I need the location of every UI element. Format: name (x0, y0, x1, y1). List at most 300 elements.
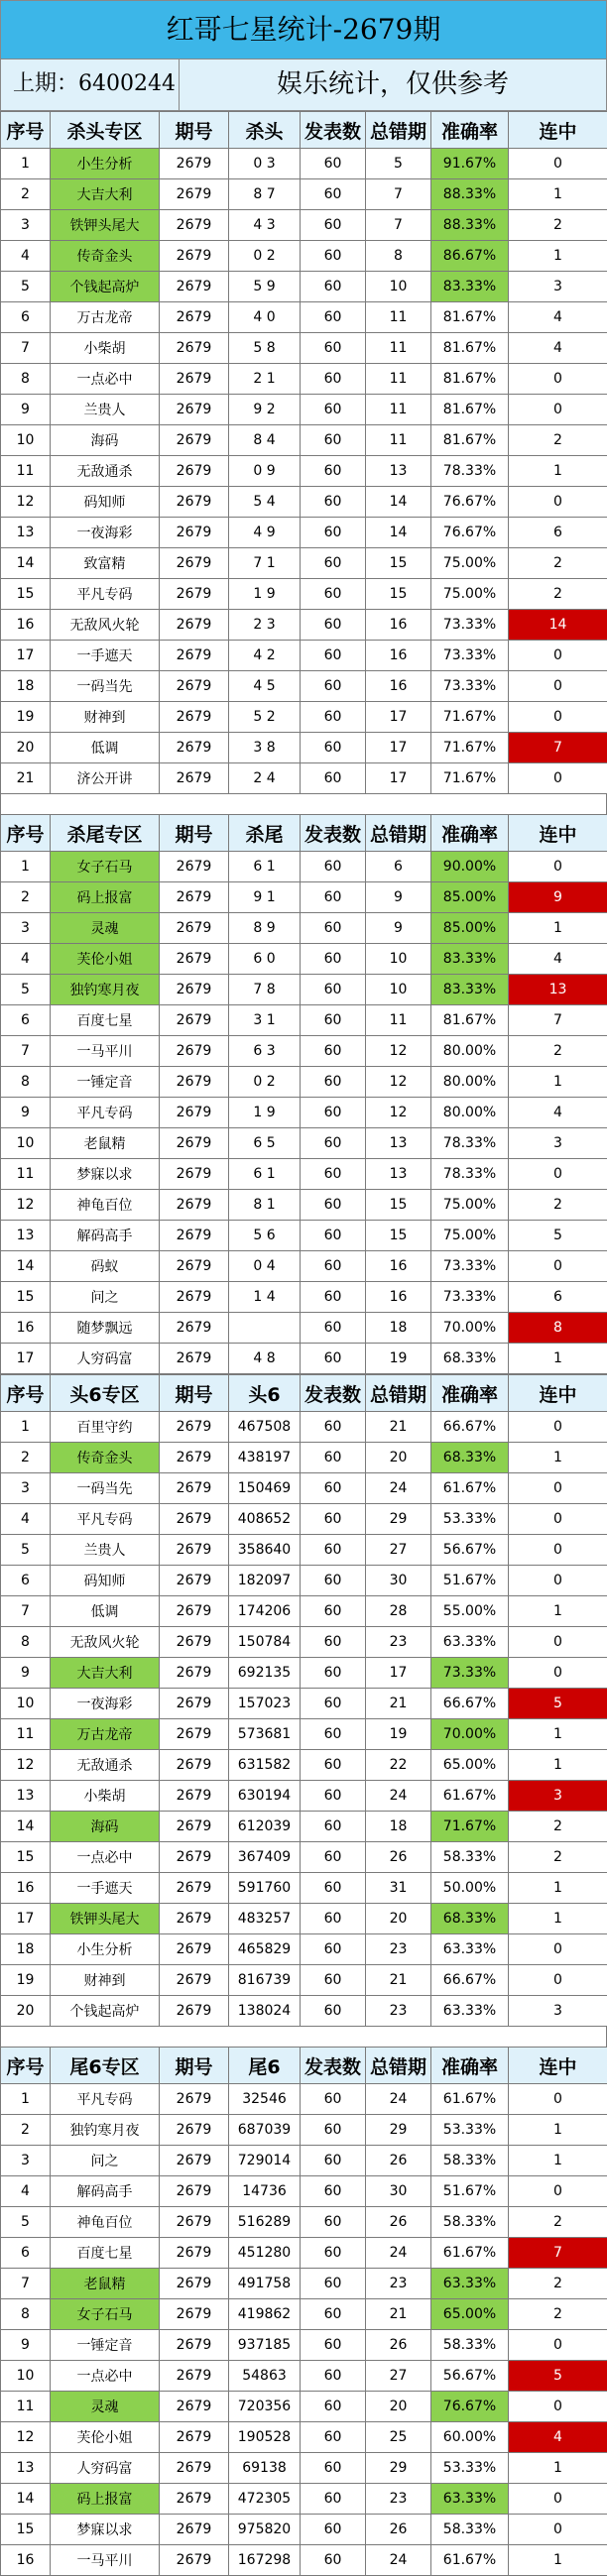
table-cell: 60 (301, 1596, 366, 1627)
accuracy-cell: 58.33% (431, 2330, 509, 2361)
table-cell: 692135 (229, 1658, 301, 1689)
streak-cell: 0 (509, 1159, 607, 1190)
streak-cell: 7 (509, 2238, 607, 2269)
table-cell: 60 (301, 1098, 366, 1128)
table-cell: 60 (301, 913, 366, 944)
table-cell: 2679 (160, 1719, 229, 1750)
table-cell: 472305 (229, 2484, 301, 2515)
table-cell: 12 (366, 1036, 431, 1067)
table-cell: 4 0 (229, 302, 301, 333)
table-row (1, 2361, 607, 2392)
table-row (1, 579, 607, 610)
table-cell: 60 (301, 1443, 366, 1473)
streak-cell: 0 (509, 1658, 607, 1689)
table-header-row (1, 815, 607, 852)
predictor-name: 神龟百位 (51, 1190, 160, 1221)
table-cell: 24 (366, 2545, 431, 2576)
table-cell: 2679 (160, 641, 229, 671)
table-cell: 21 (366, 1689, 431, 1719)
table-cell: 2679 (160, 1965, 229, 1996)
table-cell: 8 9 (229, 913, 301, 944)
accuracy-cell: 71.67% (431, 733, 509, 763)
table-cell: 0 2 (229, 1067, 301, 1098)
column-header: 发表数 (301, 2048, 366, 2084)
predictor-name: 传奇金头 (51, 1443, 160, 1473)
table-cell: 25 (366, 2422, 431, 2453)
table-cell: 174206 (229, 1596, 301, 1627)
accuracy-cell: 63.33% (431, 1996, 509, 2027)
table-cell: 3 (1, 210, 51, 241)
table-cell: 2 (1, 179, 51, 210)
predictor-name: 女子石马 (51, 2299, 160, 2330)
streak-cell: 2 (509, 210, 607, 241)
streak-cell: 13 (509, 975, 607, 1005)
predictor-name: 一点必中 (51, 2361, 160, 2392)
table-cell: 16 (366, 1251, 431, 1282)
table-cell: 32546 (229, 2084, 301, 2115)
table-cell: 17 (366, 702, 431, 733)
table-cell: 21 (1, 763, 51, 794)
table-cell: 6 1 (229, 852, 301, 882)
table-cell: 2679 (160, 241, 229, 272)
predictor-name: 神龟百位 (51, 2207, 160, 2238)
table-cell: 10 (1, 2361, 51, 2392)
table-cell: 6 (1, 302, 51, 333)
table-cell: 17 (1, 641, 51, 671)
section-spacer (0, 2027, 607, 2047)
table-cell: 60 (301, 179, 366, 210)
table-row (1, 1036, 607, 1067)
table-cell: 60 (301, 2238, 366, 2269)
predictor-name: 人穷码富 (51, 2453, 160, 2484)
table-cell: 20 (366, 1904, 431, 1934)
table-cell: 12 (1, 1190, 51, 1221)
table-cell: 2679 (160, 2115, 229, 2146)
table-cell: 60 (301, 2422, 366, 2453)
table-cell: 60 (301, 2207, 366, 2238)
table-cell: 2679 (160, 975, 229, 1005)
table-cell: 7 (1, 2269, 51, 2299)
table-cell: 60 (301, 2515, 366, 2545)
table-cell: 17 (1, 1344, 51, 1374)
table-cell: 6 0 (229, 944, 301, 975)
streak-cell: 14 (509, 610, 607, 641)
table-cell: 9 (366, 913, 431, 944)
accuracy-cell: 61.67% (431, 1781, 509, 1812)
table-header-row (1, 112, 607, 149)
accuracy-cell: 70.00% (431, 1719, 509, 1750)
table-cell: 2679 (160, 364, 229, 395)
table-cell: 729014 (229, 2146, 301, 2176)
accuracy-cell: 50.00% (431, 1873, 509, 1904)
accuracy-cell: 81.67% (431, 425, 509, 456)
accuracy-cell: 78.33% (431, 1128, 509, 1159)
table-cell: 2679 (160, 210, 229, 241)
predictor-name: 灵魂 (51, 913, 160, 944)
table-cell: 8 (366, 241, 431, 272)
table-cell: 31 (366, 1873, 431, 1904)
table-cell: 11 (1, 456, 51, 487)
predictor-name: 传奇金头 (51, 241, 160, 272)
streak-cell: 4 (509, 302, 607, 333)
streak-cell: 0 (509, 1566, 607, 1596)
streak-cell: 0 (509, 2084, 607, 2115)
table-cell: 2679 (160, 1443, 229, 1473)
table-cell: 1 9 (229, 579, 301, 610)
table-cell: 60 (301, 2299, 366, 2330)
streak-cell: 9 (509, 882, 607, 913)
table-cell: 2679 (160, 2207, 229, 2238)
predictor-name: 大吉大利 (51, 1658, 160, 1689)
table-cell: 9 (1, 1658, 51, 1689)
table-row (1, 1842, 607, 1873)
table-cell: 26 (366, 2207, 431, 2238)
table-row (1, 2207, 607, 2238)
table-cell: 60 (301, 2269, 366, 2299)
table-cell: 7 (1, 333, 51, 364)
table-cell: 12 (366, 1067, 431, 1098)
table-cell: 2679 (160, 733, 229, 763)
table-cell: 60 (301, 671, 366, 702)
table-cell: 8 (1, 1627, 51, 1658)
predictor-name: 码上报富 (51, 882, 160, 913)
table-cell: 5 (366, 149, 431, 179)
table-cell: 2679 (160, 1344, 229, 1374)
table-row (1, 702, 607, 733)
table-cell: 60 (301, 852, 366, 882)
table-cell: 60 (301, 975, 366, 1005)
predictor-name: 解码高手 (51, 1221, 160, 1251)
table-row (1, 1412, 607, 1443)
accuracy-cell: 80.00% (431, 1036, 509, 1067)
table-row (1, 1904, 607, 1934)
streak-cell: 1 (509, 1596, 607, 1627)
table-cell: 2679 (160, 179, 229, 210)
accuracy-cell: 83.33% (431, 975, 509, 1005)
accuracy-cell: 65.00% (431, 1750, 509, 1781)
table-cell: 2679 (160, 1504, 229, 1535)
table-cell: 14 (366, 487, 431, 518)
table-row (1, 1658, 607, 1689)
table-cell: 20 (1, 1996, 51, 2027)
streak-cell: 0 (509, 1473, 607, 1504)
table-row (1, 1282, 607, 1313)
table-row (1, 333, 607, 364)
predictor-name: 百度七星 (51, 1005, 160, 1036)
table-cell: 11 (1, 1719, 51, 1750)
accuracy-cell: 58.33% (431, 2146, 509, 2176)
table-row (1, 1313, 607, 1344)
table-cell: 2679 (160, 1996, 229, 2027)
table-row (1, 2146, 607, 2176)
table-cell: 0 4 (229, 1251, 301, 1282)
table-cell: 2679 (160, 2269, 229, 2299)
table-cell: 4 (1, 944, 51, 975)
table-row (1, 425, 607, 456)
table-row (1, 1473, 607, 1504)
table-cell: 4 2 (229, 641, 301, 671)
table-cell: 2679 (160, 425, 229, 456)
table-cell: 8 (1, 2299, 51, 2330)
table-cell: 18 (1, 671, 51, 702)
table-cell: 1 (1, 2084, 51, 2115)
table-row (1, 149, 607, 179)
table-cell: 16 (1, 2545, 51, 2576)
table-cell: 8 (1, 364, 51, 395)
table-cell: 2679 (160, 2484, 229, 2515)
streak-cell: 1 (509, 2453, 607, 2484)
streak-cell: 4 (509, 2422, 607, 2453)
accuracy-cell: 61.67% (431, 2084, 509, 2115)
table-cell: 2679 (160, 1221, 229, 1251)
column-header: 序号 (1, 2048, 51, 2084)
predictor-name: 一锤定音 (51, 1067, 160, 1098)
table-row (1, 1750, 607, 1781)
streak-cell: 8 (509, 1313, 607, 1344)
table-row (1, 2269, 607, 2299)
table-cell: 21 (366, 2299, 431, 2330)
streak-cell: 0 (509, 2176, 607, 2207)
table-cell: 5 (1, 1535, 51, 1566)
table-row (1, 1098, 607, 1128)
table-cell: 13 (1, 2453, 51, 2484)
predictor-name: 一点必中 (51, 1842, 160, 1873)
table-cell: 2 4 (229, 763, 301, 794)
table-cell: 60 (301, 364, 366, 395)
accuracy-cell: 80.00% (431, 1098, 509, 1128)
table-row (1, 1996, 607, 2027)
table-cell: 60 (301, 1282, 366, 1313)
table-cell: 2679 (160, 272, 229, 302)
table-cell: 30 (366, 1566, 431, 1596)
streak-cell: 6 (509, 518, 607, 548)
table-cell: 5 6 (229, 1221, 301, 1251)
predictor-name: 一码当先 (51, 671, 160, 702)
table-cell: 9 1 (229, 882, 301, 913)
table-row (1, 2330, 607, 2361)
table-cell: 15 (1, 1842, 51, 1873)
accuracy-cell: 63.33% (431, 2269, 509, 2299)
table-row (1, 2238, 607, 2269)
predictor-name: 码上报富 (51, 2484, 160, 2515)
column-header: 序号 (1, 112, 51, 149)
streak-cell: 0 (509, 487, 607, 518)
table-row (1, 518, 607, 548)
table-cell: 60 (301, 1221, 366, 1251)
column-header: 连中 (509, 2048, 607, 2084)
streak-cell: 5 (509, 2361, 607, 2392)
table-cell: 16 (1, 1873, 51, 1904)
streak-cell: 1 (509, 913, 607, 944)
accuracy-cell: 61.67% (431, 2545, 509, 2576)
accuracy-cell: 68.33% (431, 1904, 509, 1934)
table-cell: 13 (366, 456, 431, 487)
table-cell: 157023 (229, 1689, 301, 1719)
column-header: 序号 (1, 1375, 51, 1412)
predictor-name: 兰贵人 (51, 395, 160, 425)
table-row (1, 882, 607, 913)
table-row (1, 1344, 607, 1374)
table-cell: 60 (301, 1412, 366, 1443)
column-header: 总错期 (366, 1375, 431, 1412)
column-header: 杀头 (229, 112, 301, 149)
predictor-name: 无敌风火轮 (51, 610, 160, 641)
table-cell: 451280 (229, 2238, 301, 2269)
table-cell: 60 (301, 1128, 366, 1159)
table-cell: 13 (1, 1221, 51, 1251)
streak-cell: 7 (509, 1005, 607, 1036)
table-cell: 2679 (160, 882, 229, 913)
streak-cell: 0 (509, 2330, 607, 2361)
page-title: 红哥七星统计-2679期 (0, 0, 607, 59)
table-cell: 2679 (160, 2084, 229, 2115)
table-cell: 60 (301, 1996, 366, 2027)
accuracy-cell: 81.67% (431, 302, 509, 333)
accuracy-cell: 68.33% (431, 1344, 509, 1374)
table-cell: 23 (366, 1934, 431, 1965)
table-cell: 2679 (160, 333, 229, 364)
streak-cell: 1 (509, 179, 607, 210)
table-cell: 2679 (160, 671, 229, 702)
table-cell: 10 (1, 1689, 51, 1719)
table-cell: 60 (301, 882, 366, 913)
table-row (1, 1067, 607, 1098)
accuracy-cell: 86.67% (431, 241, 509, 272)
accuracy-cell: 75.00% (431, 1190, 509, 1221)
table-cell: 60 (301, 1566, 366, 1596)
streak-cell: 4 (509, 333, 607, 364)
table-cell: 358640 (229, 1535, 301, 1566)
table-cell: 60 (301, 456, 366, 487)
accuracy-cell: 85.00% (431, 913, 509, 944)
accuracy-cell: 53.33% (431, 1504, 509, 1535)
streak-cell: 2 (509, 1190, 607, 1221)
table-row (1, 1965, 607, 1996)
table-cell: 8 (1, 1067, 51, 1098)
table-cell: 0 3 (229, 149, 301, 179)
predictor-name: 码蚁 (51, 1251, 160, 1282)
table-cell: 2679 (160, 1627, 229, 1658)
predictor-name: 海码 (51, 1812, 160, 1842)
table-row (1, 487, 607, 518)
predictor-name: 梦寐以求 (51, 2515, 160, 2545)
table-row (1, 2299, 607, 2330)
table-cell: 9 (1, 395, 51, 425)
streak-cell: 1 (509, 2115, 607, 2146)
predictor-name: 平凡专码 (51, 2084, 160, 2115)
column-header: 准确率 (431, 815, 509, 852)
table-cell: 12 (366, 1098, 431, 1128)
table-cell: 138024 (229, 1996, 301, 2027)
predictor-name: 低调 (51, 1596, 160, 1627)
table-cell: 483257 (229, 1904, 301, 1934)
table-cell: 2679 (160, 548, 229, 579)
table-cell: 17 (366, 1658, 431, 1689)
streak-cell: 4 (509, 944, 607, 975)
accuracy-cell: 63.33% (431, 1627, 509, 1658)
accuracy-cell: 75.00% (431, 548, 509, 579)
predictor-name: 铁钾头尾大 (51, 1904, 160, 1934)
predictor-name: 无敌通杀 (51, 1750, 160, 1781)
table-cell: 60 (301, 1005, 366, 1036)
accuracy-cell: 51.67% (431, 2176, 509, 2207)
stats-table-2 (0, 814, 607, 1374)
predictor-name: 无敌通杀 (51, 456, 160, 487)
table-cell: 20 (366, 1443, 431, 1473)
streak-cell: 0 (509, 2392, 607, 2422)
table-row (1, 2545, 607, 2576)
table-cell: 4 5 (229, 671, 301, 702)
accuracy-cell: 70.00% (431, 1313, 509, 1344)
table-cell: 17 (366, 763, 431, 794)
table-cell: 15 (1, 1282, 51, 1313)
table-cell: 16 (366, 671, 431, 702)
table-cell: 5 2 (229, 702, 301, 733)
table-cell: 2679 (160, 1873, 229, 1904)
table-cell: 16 (1, 1313, 51, 1344)
table-cell: 22 (366, 1750, 431, 1781)
table-header-row (1, 1375, 607, 1412)
table-cell: 6 (1, 1566, 51, 1596)
table-cell: 26 (366, 2330, 431, 2361)
streak-cell: 4 (509, 1098, 607, 1128)
table-cell: 6 (366, 852, 431, 882)
predictor-name: 老鼠精 (51, 2269, 160, 2299)
streak-cell: 2 (509, 1842, 607, 1873)
table-row (1, 733, 607, 763)
table-cell: 1 (1, 1412, 51, 1443)
table-cell: 491758 (229, 2269, 301, 2299)
column-header: 序号 (1, 815, 51, 852)
table-row (1, 1812, 607, 1842)
table-cell: 573681 (229, 1719, 301, 1750)
table-cell: 6 5 (229, 1128, 301, 1159)
table-cell: 60 (301, 2084, 366, 2115)
accuracy-cell: 71.67% (431, 763, 509, 794)
table-cell: 19 (1, 1965, 51, 1996)
table-cell: 15 (366, 1221, 431, 1251)
streak-cell: 3 (509, 1781, 607, 1812)
table-cell: 7 8 (229, 975, 301, 1005)
table-row (1, 671, 607, 702)
table-cell: 7 (1, 1596, 51, 1627)
table-cell: 24 (366, 1781, 431, 1812)
table-cell: 60 (301, 1344, 366, 1374)
table-cell: 60 (301, 1658, 366, 1689)
accuracy-cell: 88.33% (431, 210, 509, 241)
table-cell: 2679 (160, 2330, 229, 2361)
table-cell: 419862 (229, 2299, 301, 2330)
predictor-name: 一码当先 (51, 1473, 160, 1504)
table-cell: 7 1 (229, 548, 301, 579)
table-cell: 1 4 (229, 1282, 301, 1313)
predictor-name: 万古龙帝 (51, 1719, 160, 1750)
table-row (1, 364, 607, 395)
accuracy-cell: 65.00% (431, 2299, 509, 2330)
table-cell: 60 (301, 518, 366, 548)
accuracy-cell: 58.33% (431, 2515, 509, 2545)
table-cell: 2679 (160, 1566, 229, 1596)
predictor-name: 财神到 (51, 702, 160, 733)
predictor-name: 一锤定音 (51, 2330, 160, 2361)
table-row (1, 548, 607, 579)
table-cell: 2679 (160, 610, 229, 641)
streak-cell: 3 (509, 1128, 607, 1159)
column-header: 期号 (160, 1375, 229, 1412)
accuracy-cell: 78.33% (431, 456, 509, 487)
table-cell: 7 (1, 1036, 51, 1067)
table-row (1, 1596, 607, 1627)
